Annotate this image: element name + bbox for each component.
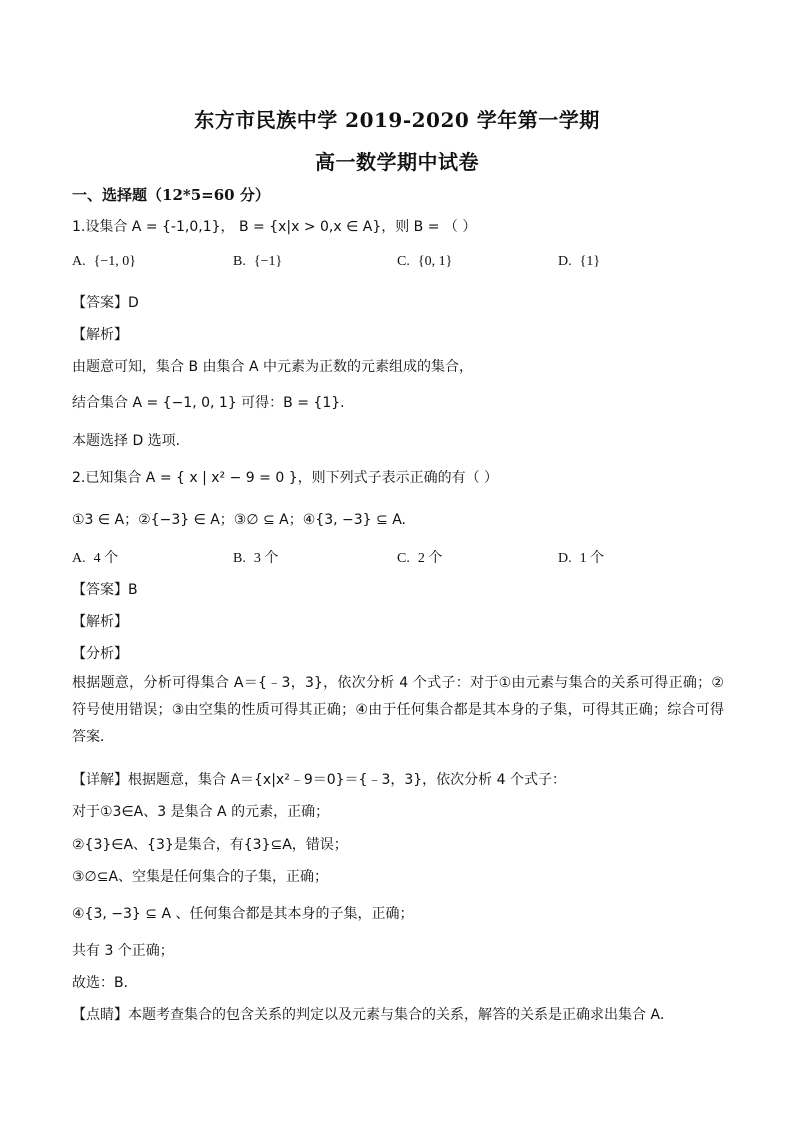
q2-detail-line-6: 共有 3 个正确； bbox=[72, 943, 174, 959]
q1-option-d bbox=[558, 254, 600, 270]
exam-title: 东方市民族中学 2019-2020 学年第一学期 bbox=[194, 108, 600, 132]
q1-analysis-tag: 【解析】 bbox=[72, 327, 128, 343]
option-text: {−1, 0} bbox=[93, 254, 136, 269]
option-text: {1} bbox=[579, 254, 601, 269]
q2-option-a bbox=[72, 547, 118, 567]
option-text: 2 个 bbox=[417, 551, 443, 566]
q1-option-a bbox=[72, 254, 136, 270]
q1-analysis-line-2: 结合集合 A = {−1, 0, 1} 可得：B = {1}. bbox=[72, 395, 345, 411]
option-label: A. bbox=[72, 551, 86, 566]
option-label: C. bbox=[397, 254, 410, 269]
option-label: A. bbox=[72, 254, 86, 269]
option-text: 3 个 bbox=[253, 551, 279, 566]
question-1-stem: 1.设集合 A = {-1,0,1}， B = {x|x > 0,x ∈ A}，则 B = （ ） bbox=[72, 219, 477, 235]
option-label: D. bbox=[558, 254, 572, 269]
option-text: {0, 1} bbox=[417, 254, 453, 269]
section-heading: 一、选择题（12*5=60 分） bbox=[72, 186, 270, 204]
option-label: B. bbox=[233, 551, 246, 566]
exam-subtitle: 高一数学期中试卷 bbox=[315, 150, 479, 174]
q2-detail-line-5: ④{3, −3} ⊆ A 、任何集合都是其本身的子集，正确； bbox=[72, 906, 414, 922]
option-label: B. bbox=[233, 254, 246, 269]
q2-fenxi-paragraph: 根据题意，分析可得集合 A＝{﹣3，3}，依次分析 4 个式子：对于①由元素与集合的关系可得正确；②符号使用错误；③由空集的性质可得其正确；④由于任何集合都是其本身的子集，可得其正确；综合可得答案． bbox=[72, 675, 724, 745]
option-text: 1 个 bbox=[579, 551, 605, 566]
q1-analysis-line-1: 由题意可知，集合 B 由集合 A 中元素为正数的元素组成的集合， bbox=[72, 359, 473, 375]
q2-fenxi-tag: 【分析】 bbox=[72, 646, 128, 662]
q1-option-b bbox=[233, 254, 282, 270]
option-label: D. bbox=[558, 551, 572, 566]
q2-comment: 【点睛】本题考查集合的包含关系的判定以及元素与集合的关系，解答的关系是正确求出集合 A． bbox=[72, 1007, 675, 1023]
q2-detail-line-2: 对于①3∈A、3 是集合 A 的元素，正确； bbox=[72, 804, 330, 820]
q1-option-c bbox=[397, 254, 452, 270]
option-label: C. bbox=[397, 551, 410, 566]
q2-analysis-tag: 【解析】 bbox=[72, 614, 128, 630]
q2-detail-line-7: 故选：B． bbox=[72, 975, 138, 991]
q2-option-d bbox=[558, 547, 604, 567]
q2-detail-line-4: ③∅⊆A、空集是任何集合的子集，正确； bbox=[72, 869, 329, 885]
q2-answer: 【答案】B bbox=[72, 582, 138, 598]
q2-option-b bbox=[233, 547, 278, 567]
question-2-stem: 2.已知集合 A = { x | x² − 9 = 0 }，则下列式子表示正确的有（ ） bbox=[72, 470, 499, 486]
q2-option-c bbox=[397, 547, 442, 567]
q1-analysis-line-3: 本题选择 D 选项. bbox=[72, 433, 181, 449]
q2-detail-line-3: ②{3}∈A、{3}是集合，有{3}⊆A，错误； bbox=[72, 837, 348, 853]
q2-detail-line-1: 【详解】根据题意，集合 A＝{x|x²﹣9＝0}＝{﹣3，3}，依次分析 4 个式子： bbox=[72, 772, 566, 788]
option-text: 4 个 bbox=[93, 551, 119, 566]
q1-answer: 【答案】D bbox=[72, 295, 139, 311]
q2-statements: ①3 ∈ A；②{−3} ∈ A；③∅ ⊆ A；④{3, −3} ⊆ A. bbox=[72, 512, 406, 528]
option-text: {−1} bbox=[253, 254, 283, 269]
